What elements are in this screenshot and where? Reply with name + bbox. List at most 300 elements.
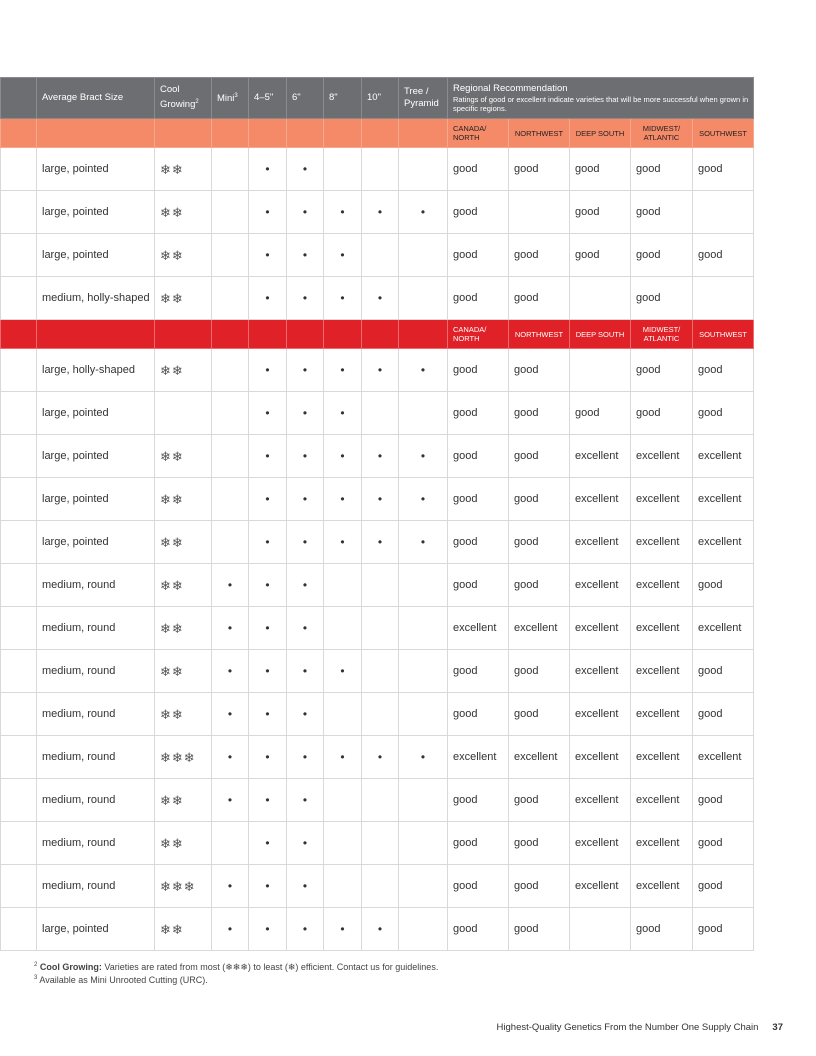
header-bract-size: Average Bract Size — [37, 78, 155, 119]
rating-northwest-cell: excellent — [509, 736, 570, 779]
mini-cell — [212, 435, 249, 478]
header-mini: Mini$^3$ — [212, 78, 249, 119]
size-6-cell: • — [287, 650, 324, 693]
header-size-10: 10" — [362, 78, 399, 119]
band-region-deep-south: DEEP SOUTH — [570, 320, 631, 349]
cool-growing-cell: ❄❄❄ — [155, 736, 212, 779]
rating-deep-south-cell: excellent — [570, 779, 631, 822]
bract-size-cell: large, holly-shaped — [37, 349, 155, 392]
band-blank-cell — [155, 320, 212, 349]
rating-midwest-atlantic-cell: good — [631, 349, 693, 392]
variety-swatch-cell — [1, 779, 37, 822]
rating-northwest-cell: good — [509, 693, 570, 736]
rating-canada-north-cell: good — [448, 191, 509, 234]
size-8-cell: • — [324, 650, 362, 693]
variety-swatch-cell — [1, 607, 37, 650]
header-size-8: 8" — [324, 78, 362, 119]
bract-size-cell: large, pointed — [37, 148, 155, 191]
size-4-5-cell: • — [249, 435, 287, 478]
band-blank-cell — [212, 119, 249, 148]
cool-growing-cell: ❄❄ — [155, 822, 212, 865]
size-6-cell: • — [287, 822, 324, 865]
tree-pyramid-cell — [399, 234, 448, 277]
rating-deep-south-cell: excellent — [570, 435, 631, 478]
rating-canada-north-cell: excellent — [448, 607, 509, 650]
tree-pyramid-cell — [399, 277, 448, 320]
header-blank-cell — [1, 78, 37, 119]
size-4-5-cell: • — [249, 822, 287, 865]
size-10-cell — [362, 822, 399, 865]
variety-swatch-cell — [1, 349, 37, 392]
bract-size-cell: medium, round — [37, 779, 155, 822]
size-6-cell: • — [287, 908, 324, 951]
size-10-cell — [362, 865, 399, 908]
variety-swatch-cell — [1, 234, 37, 277]
tree-pyramid-cell: • — [399, 521, 448, 564]
mini-cell: • — [212, 564, 249, 607]
size-8-cell: • — [324, 191, 362, 234]
rating-canada-north-cell: good — [448, 865, 509, 908]
cool-growing-cell: ❄❄ — [155, 478, 212, 521]
variety-swatch-cell — [1, 148, 37, 191]
table-row — [1, 650, 754, 693]
mini-cell — [212, 349, 249, 392]
tree-pyramid-cell: • — [399, 349, 448, 392]
band-region-northwest: NORTHWEST — [509, 320, 570, 349]
table-row — [1, 521, 754, 564]
band-blank-cell — [324, 119, 362, 148]
size-10-cell: • — [362, 435, 399, 478]
variety-swatch-cell — [1, 736, 37, 779]
table-row — [1, 148, 754, 191]
mini-cell: • — [212, 693, 249, 736]
rating-deep-south-cell: excellent — [570, 607, 631, 650]
band-blank-cell — [249, 320, 287, 349]
tree-pyramid-cell — [399, 650, 448, 693]
header-tree-pyramid: Tree / Pyramid — [399, 78, 448, 119]
band-region-midwest-atlantic: MIDWEST/ ATLANTIC — [631, 119, 693, 148]
tree-pyramid-cell — [399, 779, 448, 822]
rating-canada-north-cell: good — [448, 277, 509, 320]
band-blank-cell — [155, 119, 212, 148]
footnote-cool-growing: $^2$ Cool Growing: Varieties are rated from most (❄❄❄) to least (❄) efficient. Contact us for guidelines. — [34, 962, 439, 972]
cool-growing-cell: ❄❄ — [155, 148, 212, 191]
size-6-cell: • — [287, 277, 324, 320]
rating-northwest-cell — [509, 191, 570, 234]
cool-growing-cell: ❄❄ — [155, 779, 212, 822]
variety-swatch-cell — [1, 521, 37, 564]
band-blank-cell — [37, 119, 155, 148]
band-blank-cell — [362, 119, 399, 148]
rating-midwest-atlantic-cell: good — [631, 908, 693, 951]
bract-size-cell: large, pointed — [37, 478, 155, 521]
band-region-canada-north: CANADA/ NORTH — [448, 320, 509, 349]
cool-growing-cell: ❄❄❄ — [155, 865, 212, 908]
size-8-cell — [324, 865, 362, 908]
size-6-cell: • — [287, 435, 324, 478]
table-row — [1, 908, 754, 951]
tree-pyramid-cell: • — [399, 478, 448, 521]
rating-canada-north-cell: good — [448, 521, 509, 564]
size-4-5-cell: • — [249, 865, 287, 908]
tree-pyramid-cell — [399, 392, 448, 435]
variety-swatch-cell — [1, 908, 37, 951]
rating-northwest-cell: good — [509, 349, 570, 392]
size-4-5-cell: • — [249, 908, 287, 951]
rating-midwest-atlantic-cell: good — [631, 191, 693, 234]
tree-pyramid-cell — [399, 908, 448, 951]
rating-southwest-cell: good — [693, 908, 754, 951]
band-region-southwest: SOUTHWEST — [693, 320, 754, 349]
cool-growing-cell: ❄❄ — [155, 435, 212, 478]
bract-size-cell: large, pointed — [37, 191, 155, 234]
rating-northwest-cell: good — [509, 650, 570, 693]
size-6-cell: • — [287, 234, 324, 277]
rating-southwest-cell: excellent — [693, 478, 754, 521]
bract-size-cell: medium, round — [37, 607, 155, 650]
rating-southwest-cell: good — [693, 148, 754, 191]
band-region-canada-north: CANADA/ NORTH — [448, 119, 509, 148]
mini-cell — [212, 822, 249, 865]
table-row — [1, 779, 754, 822]
table-row — [1, 478, 754, 521]
size-6-cell: • — [287, 191, 324, 234]
rating-southwest-cell — [693, 277, 754, 320]
rating-northwest-cell: good — [509, 779, 570, 822]
cool-growing-cell: ❄❄ — [155, 607, 212, 650]
cool-growing-cell: ❄❄ — [155, 650, 212, 693]
size-6-cell: • — [287, 478, 324, 521]
variety-swatch-cell — [1, 478, 37, 521]
rating-deep-south-cell: good — [570, 234, 631, 277]
table-row — [1, 693, 754, 736]
size-4-5-cell: • — [249, 650, 287, 693]
size-8-cell — [324, 779, 362, 822]
size-4-5-cell: • — [249, 148, 287, 191]
size-4-5-cell: • — [249, 564, 287, 607]
size-8-cell — [324, 564, 362, 607]
band-blank-cell — [362, 320, 399, 349]
rating-deep-south-cell: excellent — [570, 693, 631, 736]
size-10-cell: • — [362, 191, 399, 234]
size-8-cell: • — [324, 521, 362, 564]
rating-canada-north-cell: good — [448, 693, 509, 736]
mini-cell: • — [212, 865, 249, 908]
mini-cell — [212, 478, 249, 521]
table-header-row — [1, 78, 754, 119]
rating-deep-south-cell: excellent — [570, 865, 631, 908]
mini-cell — [212, 392, 249, 435]
rating-midwest-atlantic-cell: excellent — [631, 607, 693, 650]
size-10-cell: • — [362, 736, 399, 779]
size-4-5-cell: • — [249, 779, 287, 822]
rating-northwest-cell: good — [509, 148, 570, 191]
size-4-5-cell: • — [249, 277, 287, 320]
mini-cell: • — [212, 779, 249, 822]
rating-northwest-cell: good — [509, 277, 570, 320]
mini-cell: • — [212, 908, 249, 951]
tree-pyramid-cell: • — [399, 435, 448, 478]
bract-size-cell: large, pointed — [37, 435, 155, 478]
rating-southwest-cell: good — [693, 822, 754, 865]
size-8-cell: • — [324, 736, 362, 779]
mini-cell — [212, 148, 249, 191]
variety-swatch-cell — [1, 392, 37, 435]
rating-southwest-cell: good — [693, 392, 754, 435]
size-10-cell: • — [362, 349, 399, 392]
rating-canada-north-cell: good — [448, 908, 509, 951]
band-blank-cell — [1, 320, 37, 349]
bract-size-cell: medium, round — [37, 822, 155, 865]
rating-southwest-cell — [693, 191, 754, 234]
size-6-cell: • — [287, 779, 324, 822]
mini-cell — [212, 234, 249, 277]
size-8-cell: • — [324, 392, 362, 435]
rating-deep-south-cell: excellent — [570, 650, 631, 693]
rating-northwest-cell: good — [509, 822, 570, 865]
size-6-cell: • — [287, 607, 324, 650]
rating-midwest-atlantic-cell: good — [631, 234, 693, 277]
band-region-midwest-atlantic: MIDWEST/ ATLANTIC — [631, 320, 693, 349]
size-10-cell — [362, 607, 399, 650]
rating-canada-north-cell: good — [448, 392, 509, 435]
rating-southwest-cell: good — [693, 779, 754, 822]
rating-canada-north-cell: good — [448, 234, 509, 277]
tree-pyramid-cell — [399, 564, 448, 607]
rating-deep-south-cell: excellent — [570, 521, 631, 564]
size-8-cell: • — [324, 277, 362, 320]
page-number: 37 — [772, 1022, 783, 1033]
cool-growing-cell: ❄❄ — [155, 908, 212, 951]
header-size-6: 6" — [287, 78, 324, 119]
band-blank-cell — [37, 320, 155, 349]
band-region-deep-south: DEEP SOUTH — [570, 119, 631, 148]
size-8-cell — [324, 822, 362, 865]
size-10-cell — [362, 148, 399, 191]
rating-midwest-atlantic-cell: excellent — [631, 779, 693, 822]
rating-northwest-cell: good — [509, 908, 570, 951]
rating-southwest-cell: excellent — [693, 521, 754, 564]
size-8-cell: • — [324, 908, 362, 951]
rating-midwest-atlantic-cell: excellent — [631, 693, 693, 736]
variety-swatch-cell — [1, 435, 37, 478]
size-6-cell: • — [287, 564, 324, 607]
band-blank-cell — [1, 119, 37, 148]
header-size-4-5: 4–5" — [249, 78, 287, 119]
bract-size-cell: medium, round — [37, 693, 155, 736]
footnotes — [34, 960, 438, 986]
tree-pyramid-cell: • — [399, 191, 448, 234]
band-blank-cell — [324, 320, 362, 349]
rating-midwest-atlantic-cell: good — [631, 392, 693, 435]
rating-northwest-cell: good — [509, 435, 570, 478]
bract-size-cell: medium, round — [37, 865, 155, 908]
tree-pyramid-cell: • — [399, 736, 448, 779]
size-4-5-cell: • — [249, 521, 287, 564]
rating-canada-north-cell: good — [448, 478, 509, 521]
band-blank-cell — [399, 119, 448, 148]
regional-subtitle: Ratings of good or excellent indicate varieties that will be more successful when grown in specific regions. — [453, 95, 749, 113]
rating-deep-south-cell — [570, 349, 631, 392]
size-4-5-cell: • — [249, 607, 287, 650]
size-6-cell: • — [287, 148, 324, 191]
rating-midwest-atlantic-cell: excellent — [631, 822, 693, 865]
band-blank-cell — [287, 320, 324, 349]
header-regional-recommendation — [448, 78, 754, 119]
rating-northwest-cell: good — [509, 865, 570, 908]
footer-tagline: Highest-Quality Genetics From the Number One Supply Chain — [496, 1022, 759, 1033]
rating-midwest-atlantic-cell: excellent — [631, 736, 693, 779]
size-8-cell: • — [324, 435, 362, 478]
region-band-row — [1, 320, 754, 349]
cool-growing-cell: ❄❄ — [155, 234, 212, 277]
rating-midwest-atlantic-cell: good — [631, 277, 693, 320]
rating-northwest-cell: good — [509, 478, 570, 521]
table-row — [1, 822, 754, 865]
cool-growing-cell: ❄❄ — [155, 191, 212, 234]
rating-southwest-cell: good — [693, 693, 754, 736]
size-6-cell: • — [287, 736, 324, 779]
cool-growing-cell: ❄❄ — [155, 349, 212, 392]
page-footer — [497, 1022, 783, 1033]
size-10-cell — [362, 234, 399, 277]
size-4-5-cell: • — [249, 349, 287, 392]
bract-size-cell: medium, round — [37, 564, 155, 607]
rating-canada-north-cell: good — [448, 822, 509, 865]
tree-pyramid-cell — [399, 865, 448, 908]
rating-southwest-cell: excellent — [693, 607, 754, 650]
rating-southwest-cell: good — [693, 349, 754, 392]
table-row — [1, 277, 754, 320]
band-region-northwest: NORTHWEST — [509, 119, 570, 148]
variety-swatch-cell — [1, 277, 37, 320]
cool-growing-cell: ❄❄ — [155, 277, 212, 320]
rating-canada-north-cell: good — [448, 564, 509, 607]
size-4-5-cell: • — [249, 234, 287, 277]
table-row — [1, 607, 754, 650]
bract-size-cell: medium, round — [37, 736, 155, 779]
cool-growing-cell: ❄❄ — [155, 693, 212, 736]
variety-swatch-cell — [1, 822, 37, 865]
bract-size-cell: large, pointed — [37, 234, 155, 277]
rating-deep-south-cell — [570, 277, 631, 320]
rating-canada-north-cell: good — [448, 349, 509, 392]
variety-swatch-cell — [1, 564, 37, 607]
mini-cell: • — [212, 736, 249, 779]
rating-northwest-cell: good — [509, 564, 570, 607]
tree-pyramid-cell — [399, 607, 448, 650]
rating-midwest-atlantic-cell: excellent — [631, 478, 693, 521]
size-8-cell — [324, 148, 362, 191]
rating-deep-south-cell: excellent — [570, 478, 631, 521]
rating-northwest-cell: good — [509, 521, 570, 564]
rating-southwest-cell: excellent — [693, 435, 754, 478]
mini-cell — [212, 277, 249, 320]
rating-midwest-atlantic-cell: excellent — [631, 435, 693, 478]
table-row — [1, 234, 754, 277]
rating-southwest-cell: excellent — [693, 736, 754, 779]
size-6-cell: • — [287, 392, 324, 435]
table-row — [1, 349, 754, 392]
rating-southwest-cell: good — [693, 865, 754, 908]
rating-deep-south-cell: good — [570, 392, 631, 435]
bract-size-cell: medium, round — [37, 650, 155, 693]
size-8-cell: • — [324, 234, 362, 277]
size-10-cell — [362, 779, 399, 822]
table-row — [1, 191, 754, 234]
table-row — [1, 564, 754, 607]
band-blank-cell — [212, 320, 249, 349]
rating-canada-north-cell: good — [448, 779, 509, 822]
bract-size-cell: medium, holly-shaped — [37, 277, 155, 320]
cool-growing-cell: ❄❄ — [155, 564, 212, 607]
size-4-5-cell: • — [249, 191, 287, 234]
rating-deep-south-cell: excellent — [570, 736, 631, 779]
variety-swatch-cell — [1, 650, 37, 693]
size-6-cell: • — [287, 865, 324, 908]
rating-canada-north-cell: good — [448, 148, 509, 191]
band-blank-cell — [287, 119, 324, 148]
rating-canada-north-cell: good — [448, 650, 509, 693]
table-row — [1, 865, 754, 908]
rating-deep-south-cell: excellent — [570, 564, 631, 607]
variety-swatch-cell — [1, 693, 37, 736]
table-row — [1, 392, 754, 435]
regional-title: Regional Recommendation — [453, 83, 568, 94]
bract-size-cell: large, pointed — [37, 908, 155, 951]
rating-deep-south-cell — [570, 908, 631, 951]
size-8-cell — [324, 693, 362, 736]
rating-northwest-cell: good — [509, 392, 570, 435]
size-10-cell: • — [362, 478, 399, 521]
rating-northwest-cell: good — [509, 234, 570, 277]
cool-growing-cell: ❄❄ — [155, 521, 212, 564]
rating-canada-north-cell: excellent — [448, 736, 509, 779]
rating-northwest-cell: excellent — [509, 607, 570, 650]
region-band-row — [1, 119, 754, 148]
rating-canada-north-cell: good — [448, 435, 509, 478]
band-region-southwest: SOUTHWEST — [693, 119, 754, 148]
rating-southwest-cell: good — [693, 650, 754, 693]
rating-midwest-atlantic-cell: good — [631, 148, 693, 191]
size-8-cell — [324, 607, 362, 650]
tree-pyramid-cell — [399, 822, 448, 865]
size-10-cell: • — [362, 908, 399, 951]
rating-deep-south-cell: good — [570, 191, 631, 234]
bract-size-cell: large, pointed — [37, 392, 155, 435]
rating-midwest-atlantic-cell: excellent — [631, 865, 693, 908]
header-cool-growing: Cool Growing$^2$ — [155, 78, 212, 119]
variety-swatch-cell — [1, 865, 37, 908]
rating-midwest-atlantic-cell: excellent — [631, 650, 693, 693]
tree-pyramid-cell — [399, 693, 448, 736]
band-blank-cell — [249, 119, 287, 148]
mini-cell: • — [212, 650, 249, 693]
footnote-mini-urc: $^3$ Available as Mini Unrooted Cutting (URC). — [34, 975, 208, 985]
band-blank-cell — [399, 320, 448, 349]
table-body — [1, 119, 754, 951]
size-4-5-cell: • — [249, 392, 287, 435]
size-4-5-cell: • — [249, 693, 287, 736]
mini-cell — [212, 521, 249, 564]
size-10-cell — [362, 693, 399, 736]
table-row — [1, 435, 754, 478]
size-6-cell: • — [287, 349, 324, 392]
poinsettia-varieties-table — [0, 77, 754, 951]
rating-midwest-atlantic-cell: excellent — [631, 521, 693, 564]
rating-midwest-atlantic-cell: excellent — [631, 564, 693, 607]
variety-swatch-cell — [1, 191, 37, 234]
